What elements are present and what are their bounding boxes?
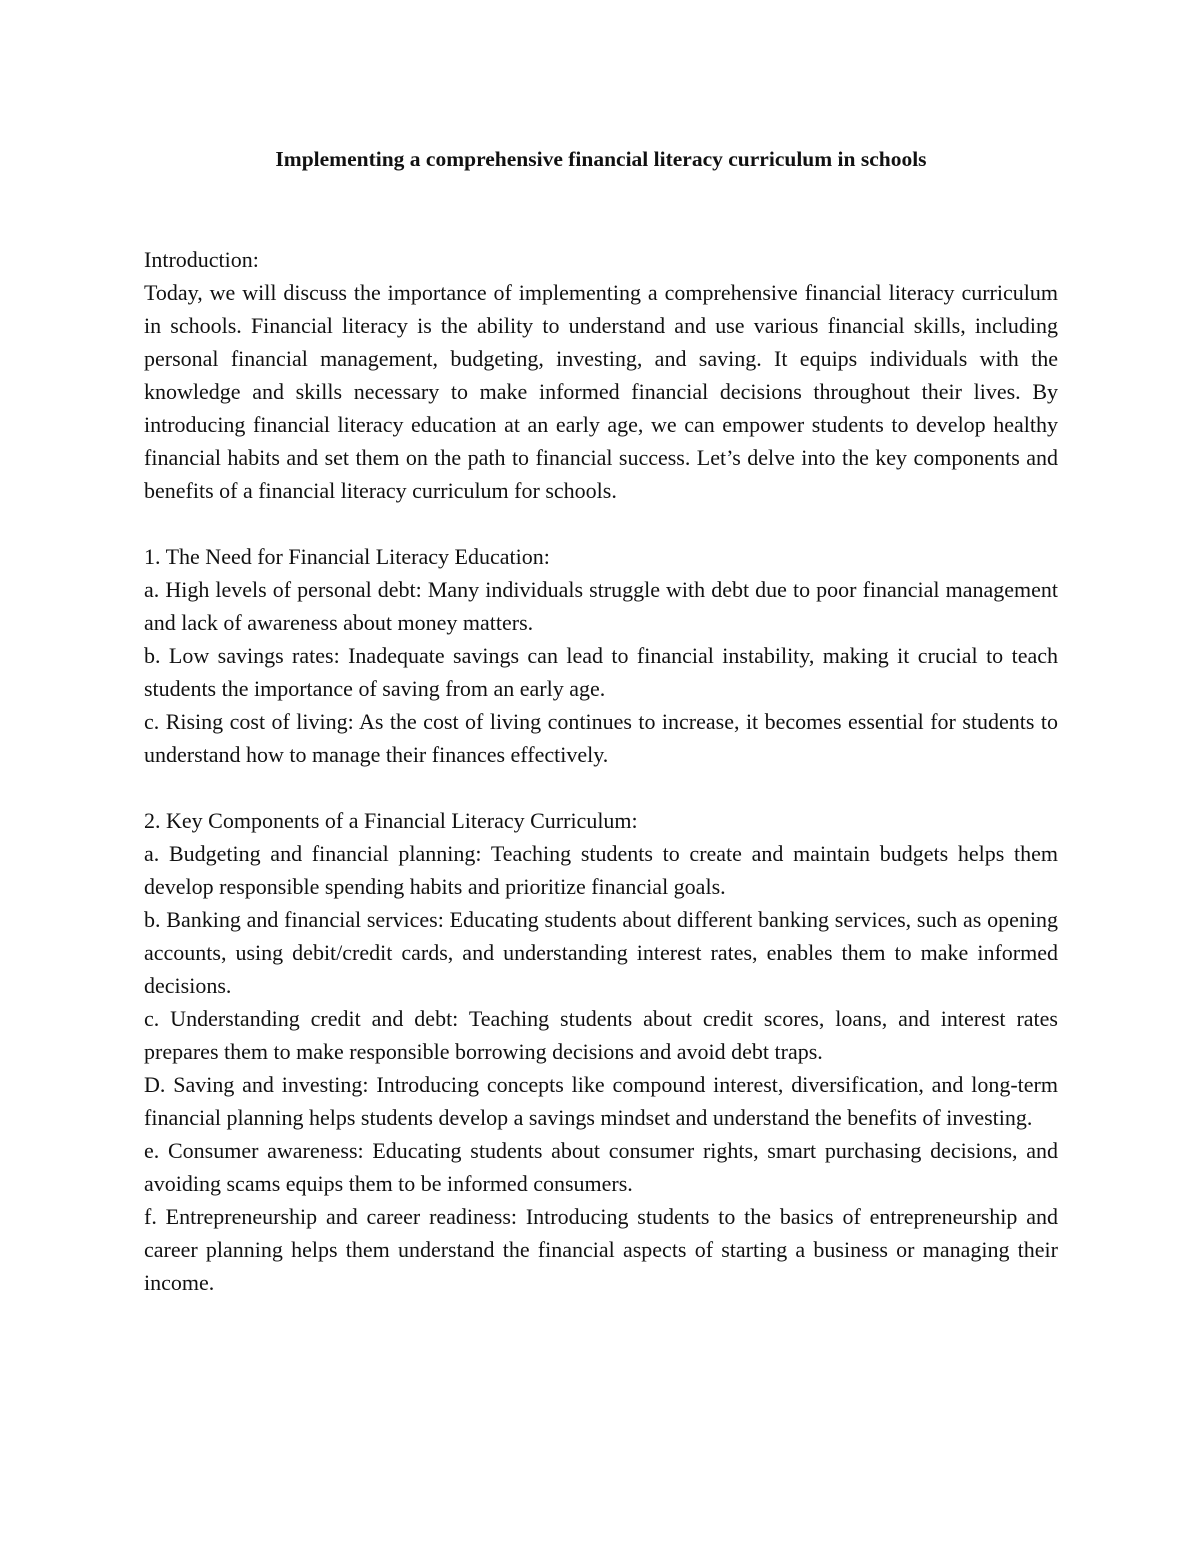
section-1-item-a: a. High levels of personal debt: Many individuals struggle with debt due to poor financial management and lack of awareness about money matters. — [144, 577, 1058, 635]
section-2-item-a: a. Budgeting and financial planning: Teaching students to create and maintain budgets helps them develop responsible spending habits and prioritize financial goals. — [144, 841, 1058, 899]
intro-heading: Introduction: — [144, 247, 259, 272]
section-2-item-f: f. Entrepreneurship and career readiness: Introducing students to the basics of entrepreneurship and career planning helps them understand the financial aspects of starting a business or managing their income. — [144, 1204, 1058, 1295]
document-body — [144, 243, 1058, 1299]
document-title: Implementing a comprehensive financial literacy curriculum in schools — [275, 147, 927, 171]
section-1-heading: 1. The Need for Financial Literacy Education: — [144, 544, 550, 569]
section-2-item-d: D. Saving and investing: Introducing concepts like compound interest, diversification, and long-term financial planning helps students develop a savings mindset and understand the benefits of investing. — [144, 1072, 1058, 1130]
section-1-item-c: c. Rising cost of living: As the cost of living continues to increase, it becomes essential for students to understand how to manage their finances effectively. — [144, 709, 1058, 767]
section-2-heading: 2. Key Components of a Financial Literacy Curriculum: — [144, 808, 638, 833]
paragraph-spacer — [144, 771, 1058, 804]
section-1-item-b: b. Low savings rates: Inadequate savings can lead to financial instability, making it crucial to teach students the importance of saving from an early age. — [144, 643, 1058, 701]
intro-paragraph: Today, we will discuss the importance of implementing a comprehensive financial literacy curriculum in schools. Financial literacy is the ability to understand and use various financial skills, including personal financial management, budgeting, investing, and saving. It equips individuals with the knowledge and skills necessary to make informed financial decisions throughout their lives. By introducing financial literacy education at an early age, we can empower students to develop healthy financial habits and set them on the path to financial success. Let’s delve into the key components and benefits of a financial literacy curriculum for schools. — [144, 280, 1058, 503]
section-2-item-e: e. Consumer awareness: Educating students about consumer rights, smart purchasing decisions, and avoiding scams equips them to be informed consumers. — [144, 1138, 1058, 1196]
paragraph-spacer — [144, 507, 1058, 540]
section-2-item-b: b. Banking and financial services: Educating students about different banking services, such as opening accounts, using debit/credit cards, and understanding interest rates, enables them to make informed decisions. — [144, 907, 1058, 998]
section-2-item-c: c. Understanding credit and debt: Teaching students about credit scores, loans, and interest rates prepares them to make responsible borrowing decisions and avoid debt traps. — [144, 1006, 1058, 1064]
